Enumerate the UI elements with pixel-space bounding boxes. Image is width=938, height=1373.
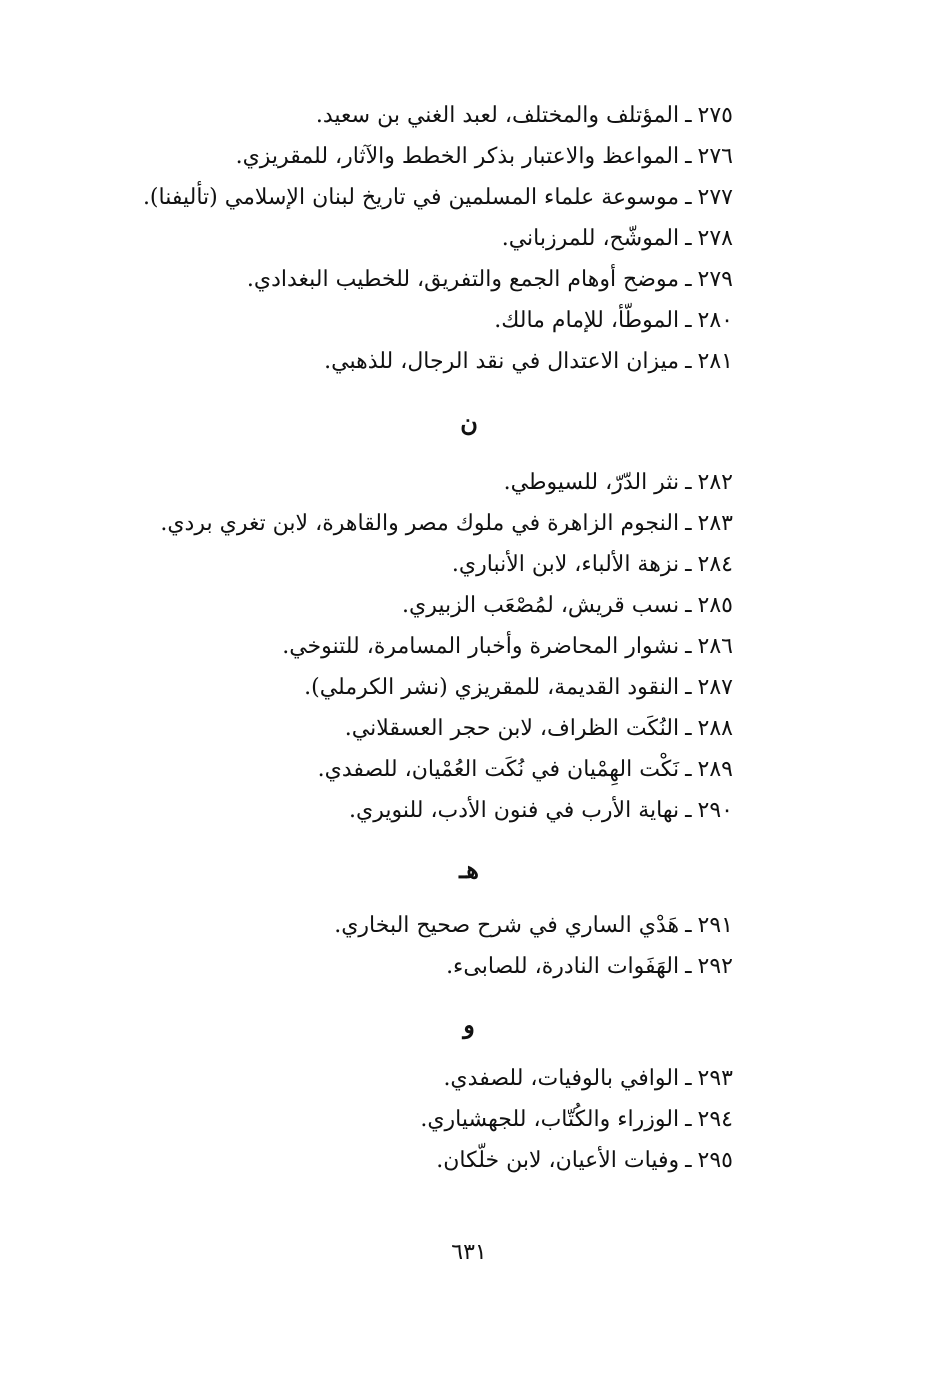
entry-number: ٢٨٨ <box>697 716 733 741</box>
entry-number: ٢٨٩ <box>697 757 733 782</box>
bibliography-entry <box>113 790 733 831</box>
entry-separator: ـ <box>685 185 692 210</box>
entry-number: ٢٩٥ <box>697 1148 733 1173</box>
entry-number: ٢٩١ <box>697 913 733 938</box>
entry-separator: ـ <box>685 716 692 741</box>
bibliography-section-mim <box>113 95 733 382</box>
entry-separator: ـ <box>685 675 692 700</box>
entry-number: ٢٧٧ <box>697 185 733 210</box>
entry-text: الموشّح، للمرزباني. <box>501 226 680 251</box>
entry-separator: ـ <box>685 226 692 251</box>
bibliography-entry <box>113 946 733 987</box>
section-letter-heading: ن <box>460 408 478 437</box>
entry-text: ميزان الاعتدال في نقد الرجال، للذهبي. <box>324 349 680 374</box>
bibliography-section-waw <box>113 1058 733 1181</box>
entry-number: ٢٧٥ <box>697 103 733 128</box>
bibliography-entry <box>113 544 733 585</box>
section-letter-heading: و <box>463 1010 475 1039</box>
entry-number: ٢٨٣ <box>697 511 733 536</box>
entry-text: نشوار المحاضرة وأخبار المسامرة، للتنوخي. <box>282 634 680 659</box>
entry-text: نسب قريش، لمُصْعَب الزبيري. <box>402 593 680 618</box>
entry-separator: ـ <box>685 1107 692 1132</box>
bibliography-entry <box>113 177 733 218</box>
entry-text: الوزراء والكُتّاب، للجهشياري. <box>420 1107 680 1132</box>
entry-text: نثر الدّرّ، للسيوطي. <box>503 470 680 495</box>
entry-number: ٢٨٢ <box>697 470 733 495</box>
entry-separator: ـ <box>685 308 692 333</box>
entry-text: النجوم الزاهرة في ملوك مصر والقاهرة، لابن تغري بردي. <box>160 511 680 536</box>
entry-separator: ـ <box>685 349 692 374</box>
bibliography-section-nun <box>113 462 733 831</box>
entry-number: ٢٨٠ <box>697 308 733 333</box>
bibliography-entry <box>113 136 733 177</box>
bibliography-entry <box>113 95 733 136</box>
entry-separator: ـ <box>685 552 692 577</box>
bibliography-entry <box>113 626 733 667</box>
entry-separator: ـ <box>685 267 692 292</box>
bibliography-entry <box>113 1140 733 1181</box>
entry-number: ٢٧٦ <box>697 144 733 169</box>
bibliography-entry <box>113 905 733 946</box>
entry-number: ٢٨٧ <box>697 675 733 700</box>
bibliography-entry <box>113 708 733 749</box>
entry-text: النقود القديمة، للمقريزي (نشر الكرملي). <box>304 675 680 700</box>
bibliography-entry <box>113 341 733 382</box>
bibliography-entry <box>113 462 733 503</box>
entry-text: نهاية الأرب في فنون الأدب، للنويري. <box>348 798 680 823</box>
entry-separator: ـ <box>685 634 692 659</box>
entry-text: الهَفَوات النادرة، للصابىء. <box>446 954 680 979</box>
bibliography-entry <box>113 749 733 790</box>
entry-text: نَكْت الهِمْيان في نُكَت العُمْيان، للصفدي. <box>317 757 680 782</box>
entry-text: موسوعة علماء المسلمين في تاريخ لبنان الإسلامي (تأليفنا). <box>142 185 680 210</box>
entry-text: الوافي بالوفيات، للصفدي. <box>443 1066 680 1091</box>
bibliography-entry <box>113 585 733 626</box>
entry-number: ٢٩٠ <box>697 798 733 823</box>
bibliography-section-ha <box>113 905 733 987</box>
entry-number: ٢٩٢ <box>697 954 733 979</box>
section-letter-heading: هـ <box>459 855 479 884</box>
entry-number: ٢٧٩ <box>697 267 733 292</box>
entry-text: موضح أوهام الجمع والتفريق، للخطيب البغدادي. <box>246 267 680 292</box>
entry-separator: ـ <box>685 593 692 618</box>
entry-separator: ـ <box>685 470 692 495</box>
bibliography-entry <box>113 667 733 708</box>
entry-number: ٢٨١ <box>697 349 733 374</box>
entry-separator: ـ <box>685 913 692 938</box>
entry-separator: ـ <box>685 798 692 823</box>
entry-number: ٢٩٤ <box>697 1107 733 1132</box>
entry-separator: ـ <box>685 1066 692 1091</box>
entry-text: نزهة الألباء، لابن الأنباري. <box>451 552 680 577</box>
entry-text: المؤتلف والمختلف، لعبد الغني بن سعيد. <box>315 103 680 128</box>
entry-number: ٢٩٣ <box>697 1066 733 1091</box>
entry-text: وفيات الأعيان، لابن خلّكان. <box>436 1148 680 1173</box>
entry-separator: ـ <box>685 511 692 536</box>
bibliography-entry <box>113 1058 733 1099</box>
entry-text: هَدْي الساري في شرح صحيح البخاري. <box>334 913 680 938</box>
entry-separator: ـ <box>685 1148 692 1173</box>
entry-separator: ـ <box>685 103 692 128</box>
entry-text: الموطّأ، للإمام مالك. <box>494 308 680 333</box>
entry-separator: ـ <box>685 144 692 169</box>
entry-number: ٢٨٦ <box>697 634 733 659</box>
bibliography-entry <box>113 503 733 544</box>
bibliography-entry <box>113 1099 733 1140</box>
entry-number: ٢٧٨ <box>697 226 733 251</box>
entry-number: ٢٨٤ <box>697 552 733 577</box>
bibliography-entry <box>113 218 733 259</box>
page-number: ٦٣١ <box>451 1240 487 1265</box>
entry-number: ٢٨٥ <box>697 593 733 618</box>
entry-text: النُكَت الظراف، لابن حجر العسقلاني. <box>344 716 680 741</box>
bibliography-entry <box>113 300 733 341</box>
bibliography-entry <box>113 259 733 300</box>
entry-text: المواعظ والاعتبار بذكر الخطط والآثار، للمقريزي. <box>235 144 680 169</box>
entry-separator: ـ <box>685 757 692 782</box>
entry-separator: ـ <box>685 954 692 979</box>
